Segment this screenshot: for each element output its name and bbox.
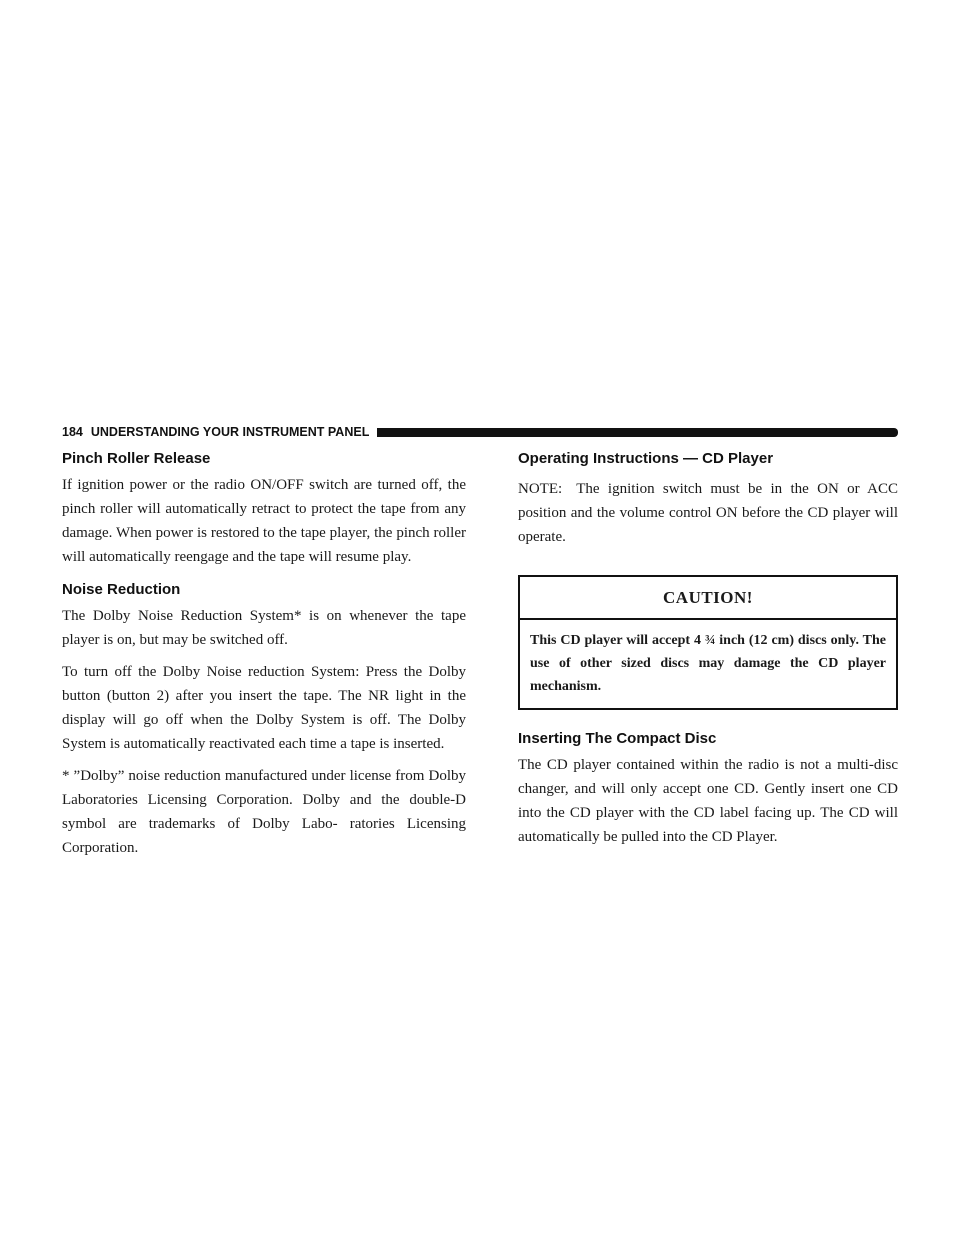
header-rule xyxy=(377,428,898,437)
noise-reduction-p1: The Dolby Noise Reduction System* is on whenever the tape player is on, but may be switched off. xyxy=(62,608,466,648)
caution-title: CAUTION! xyxy=(520,577,896,620)
left-column xyxy=(62,450,466,868)
note-paragraph xyxy=(518,477,898,549)
page-header xyxy=(62,424,898,440)
dolby-footnote: * ”Dolby” noise reduction manufactured under license from Dolby Laboratories Licensing Corporation. Dolby and the double-D symbol are trademarks of Dolby Labo- ratories Licensing Corporation. xyxy=(62,768,466,856)
operating-heading: Operating Instructions — CD Player xyxy=(518,450,774,467)
right-column xyxy=(518,450,898,857)
noise-reduction-p2: To turn off the Dolby Noise reduction System: Press the Dolby button (button 2) after you insert the tape. The NR light in the display will go off when the Dolby System is off. The Dolby System is automatically reactivated each time a tape is inserted. xyxy=(62,664,466,752)
note-text: The ignition switch must be in the ON or ACC position and the volume control ON before the CD player will operate. xyxy=(518,481,898,545)
pinch-roller-body: If ignition power or the radio ON/OFF switch are turned off, the pinch roller will automatically retract to protect the tape from any damage. When power is restored to the tape player, the pinch roller will automatically reengage and the tape will resume play. xyxy=(62,477,466,565)
operating-section xyxy=(518,450,898,549)
inserting-heading: Inserting The Compact Disc xyxy=(518,730,717,747)
note-label: NOTE: xyxy=(518,481,563,497)
noise-reduction-section xyxy=(62,581,466,860)
inserting-section xyxy=(518,730,898,849)
pinch-roller-heading: Pinch Roller Release xyxy=(62,450,211,467)
caution-box xyxy=(518,575,898,710)
noise-reduction-heading: Noise Reduction xyxy=(62,581,181,598)
inserting-body: The CD player contained within the radio is not a multi-disc changer, and will only accept one CD. Gently insert one CD into the CD player with the CD label facing up. The CD will automatically be pulled into the CD Player. xyxy=(518,757,898,845)
page-number: 184 xyxy=(62,425,83,439)
pinch-roller-section xyxy=(62,450,466,569)
section-title: UNDERSTANDING YOUR INSTRUMENT PANEL xyxy=(90,425,370,439)
caution-body: This CD player will accept 4 ¾ inch (12 cm) discs only. The use of other sized discs may damage the CD player mechanism. xyxy=(530,633,886,694)
